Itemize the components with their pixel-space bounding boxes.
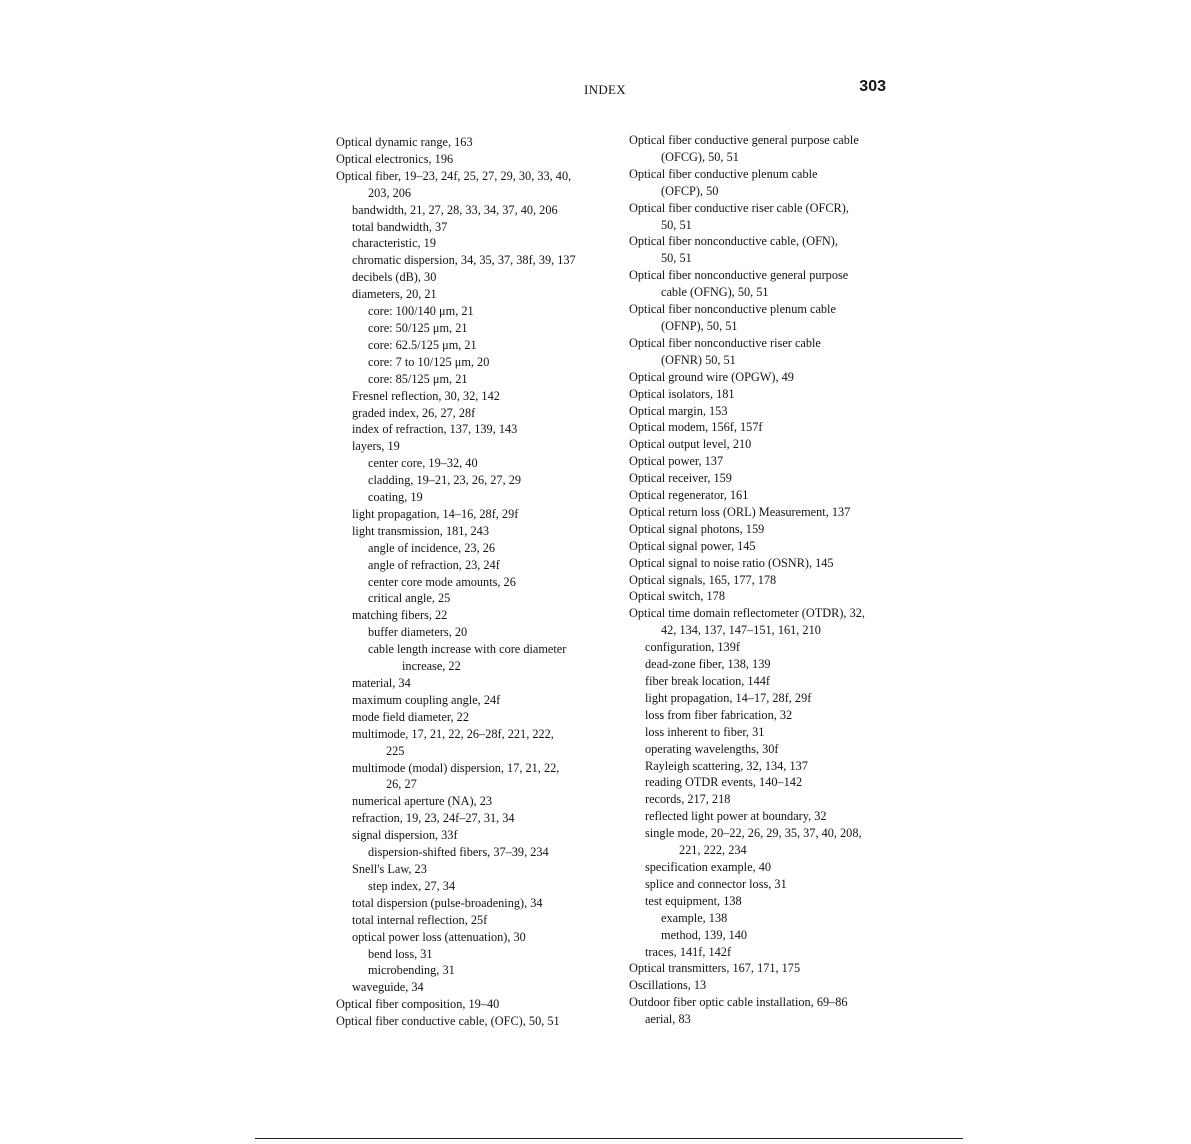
index-subentry: core: 85/125 μm, 21 xyxy=(368,371,468,386)
index-entry: Optical return loss (ORL) Measurement, 137 xyxy=(629,504,851,519)
index-subentry: multimode, 17, 21, 22, 26–28f, 221, 222, xyxy=(352,726,554,741)
index-subentry: dispersion-shifted fibers, 37–39, 234 xyxy=(368,845,549,860)
index-entry: Optical fiber composition, 19–40 xyxy=(336,997,500,1012)
index-entry: Optical fiber conductive plenum cable xyxy=(629,166,818,181)
index-subentry: light propagation, 14–17, 28f, 29f xyxy=(645,690,812,705)
index-subentry: 225 xyxy=(386,743,405,758)
index-subentry: characteristic, 19 xyxy=(352,236,436,251)
index-subentry: loss inherent to fiber, 31 xyxy=(645,724,765,739)
index-subentry: buffer diameters, 20 xyxy=(368,625,468,640)
index-subentry: refraction, 19, 23, 24f–27, 31, 34 xyxy=(352,811,515,826)
page-number: 303 xyxy=(859,78,886,95)
index-subentry: chromatic dispersion, 34, 35, 37, 38f, 39, 137 xyxy=(352,253,576,268)
bottom-rule xyxy=(255,1138,963,1139)
index-subentry: numerical aperture (NA), 23 xyxy=(352,794,492,809)
index-subentry: waveguide, 34 xyxy=(352,980,424,995)
index-subentry: layers, 19 xyxy=(352,439,400,454)
index-entry: Outdoor fiber optic cable installation, 69–86 xyxy=(629,995,848,1010)
index-subentry: (OFCP), 50 xyxy=(661,183,719,198)
index-entry: Optical fiber, 19–23, 24f, 25, 27, 29, 30, 33, 40, xyxy=(336,168,572,183)
index-subentry: Snell's Law, 23 xyxy=(352,861,427,876)
index-subentry: operating wavelengths, 30f xyxy=(645,741,779,756)
index-subentry: angle of refraction, 23, 24f xyxy=(368,557,500,572)
index-subentry: dead-zone fiber, 138, 139 xyxy=(645,657,771,672)
index-subentry: loss from fiber fabrication, 32 xyxy=(645,707,793,722)
index-subentry: microbending, 31 xyxy=(368,963,455,978)
index-entry: Optical signal photons, 159 xyxy=(629,521,765,536)
index-entry: Optical receiver, 159 xyxy=(629,471,732,486)
index-subentry: core: 50/125 μm, 21 xyxy=(368,320,468,335)
index-subentry: records, 217, 218 xyxy=(645,792,731,807)
index-subentry: total bandwidth, 37 xyxy=(352,219,448,234)
index-subentry: method, 139, 140 xyxy=(661,927,748,942)
index-subentry: diameters, 20, 21 xyxy=(352,287,437,302)
index-subentry: fiber break location, 144f xyxy=(645,674,770,688)
index-subentry: cladding, 19–21, 23, 26, 27, 29 xyxy=(368,473,522,488)
index-subentry: center core mode amounts, 26 xyxy=(368,574,516,589)
index-subentry: graded index, 26, 27, 28f xyxy=(352,405,476,420)
index-subentry: coating, 19 xyxy=(368,490,423,505)
index-subentry: Fresnel reflection, 30, 32, 142 xyxy=(352,388,500,403)
index-entry: Optical fiber conductive riser cable (OFCR), xyxy=(629,200,849,215)
index-entry: Optical isolators, 181 xyxy=(629,386,735,401)
index-subentry: mode field diameter, 22 xyxy=(352,709,469,724)
index-subentry: traces, 141f, 142f xyxy=(645,944,732,959)
index-subentry: angle of incidence, 23, 26 xyxy=(368,540,496,555)
index-entry: Optical modem, 156f, 157f xyxy=(629,420,763,435)
index-subentry: light propagation, 14–16, 28f, 29f xyxy=(352,506,519,521)
index-subentry: 42, 134, 137, 147–151, 161, 210 xyxy=(661,623,821,638)
index-entry: Optical fiber conductive cable, (OFC), 50, 51 xyxy=(336,1014,560,1029)
index-subentry: 26, 27 xyxy=(386,777,417,792)
index-entry: Optical signals, 165, 177, 178 xyxy=(629,572,777,587)
index-column-left xyxy=(336,134,608,1030)
index-subentry: 221, 222, 234 xyxy=(679,843,747,858)
index-subentry: 50, 51 xyxy=(661,217,692,232)
index-subentry: Rayleigh scattering, 32, 134, 137 xyxy=(645,758,808,773)
index-entry: Optical power, 137 xyxy=(629,454,724,469)
index-entry: Optical time domain reflectometer (OTDR), 32, xyxy=(629,606,865,621)
index-subentry: bandwidth, 21, 27, 28, 33, 34, 37, 40, 206 xyxy=(352,202,558,217)
index-subentry: critical angle, 25 xyxy=(368,591,451,606)
index-entry: Optical fiber nonconductive plenum cable xyxy=(629,302,836,317)
index-subentry: core: 62.5/125 μm, 21 xyxy=(368,337,477,352)
index-subentry: reflected light power at boundary, 32 xyxy=(645,809,827,824)
index-entry: Optical margin, 153 xyxy=(629,403,728,418)
index-entry: Optical fiber nonconductive riser cable xyxy=(629,335,821,350)
index-entry: Optical signal power, 145 xyxy=(629,538,756,553)
index-subentry: total internal reflection, 25f xyxy=(352,912,488,927)
index-subentry: matching fibers, 22 xyxy=(352,608,448,623)
index-subentry: core: 100/140 μm, 21 xyxy=(368,304,474,319)
index-subentry: multimode (modal) dispersion, 17, 21, 22, xyxy=(352,760,560,775)
index-entry: Optical transmitters, 167, 171, 175 xyxy=(629,961,801,976)
index-subentry: index of refraction, 137, 139, 143 xyxy=(352,422,518,437)
index-subentry: 50, 51 xyxy=(661,251,692,266)
index-subentry: bend loss, 31 xyxy=(368,946,433,961)
index-subentry: single mode, 20–22, 26, 29, 35, 37, 40, 208, xyxy=(645,826,862,841)
index-subentry: configuration, 139f xyxy=(645,640,740,655)
index-subentry: example, 138 xyxy=(661,910,728,925)
index-subentry: test equipment, 138 xyxy=(645,893,742,908)
index-subentry: optical power loss (attenuation), 30 xyxy=(352,929,526,944)
index-entry: Optical output level, 210 xyxy=(629,437,752,452)
index-subentry: aerial, 83 xyxy=(645,1012,691,1027)
index-entry: Optical fiber conductive general purpose cable xyxy=(629,133,859,147)
index-subentry: material, 34 xyxy=(352,676,411,690)
index-entry: Optical ground wire (OPGW), 49 xyxy=(629,369,794,384)
index-entry: Optical dynamic range, 163 xyxy=(336,135,473,149)
index-subentry: splice and connector loss, 31 xyxy=(645,876,787,891)
index-subentry: (OFNP), 50, 51 xyxy=(661,318,738,333)
index-subentry: (OFCG), 50, 51 xyxy=(661,149,739,164)
index-subentry: maximum coupling angle, 24f xyxy=(352,692,501,707)
index-subentry: cable length increase with core diameter xyxy=(368,642,567,657)
index-entry: Optical regenerator, 161 xyxy=(629,488,749,503)
index-subentry: core: 7 to 10/125 μm, 20 xyxy=(368,354,490,369)
index-subentry: (OFNR) 50, 51 xyxy=(661,352,736,367)
index-entry: Optical fiber nonconductive general purpose xyxy=(629,268,849,283)
index-subentry: increase, 22 xyxy=(402,659,461,674)
index-subentry: center core, 19–32, 40 xyxy=(368,456,478,471)
index-subentry: total dispersion (pulse-broadening), 34 xyxy=(352,895,543,910)
index-subentry: reading OTDR events, 140–142 xyxy=(645,775,803,790)
index-subentry: decibels (dB), 30 xyxy=(352,270,437,285)
index-subentry: light transmission, 181, 243 xyxy=(352,523,489,538)
running-head: INDEX xyxy=(584,82,626,97)
index-subentry: cable (OFNG), 50, 51 xyxy=(661,285,769,300)
index-entry: Optical switch, 178 xyxy=(629,589,725,604)
index-entry: Optical fiber nonconductive cable, (OFN), xyxy=(629,234,838,249)
index-entry: Optical electronics, 196 xyxy=(336,151,454,166)
index-entry: Optical signal to noise ratio (OSNR), 145 xyxy=(629,555,834,570)
index-subentry: 203, 206 xyxy=(368,185,412,200)
index-subentry: signal dispersion, 33f xyxy=(352,828,458,843)
index-subentry: specification example, 40 xyxy=(645,859,771,874)
index-entry: Oscillations, 13 xyxy=(629,978,707,993)
index-column-right xyxy=(629,132,899,1028)
index-subentry: step index, 27, 34 xyxy=(368,878,456,893)
